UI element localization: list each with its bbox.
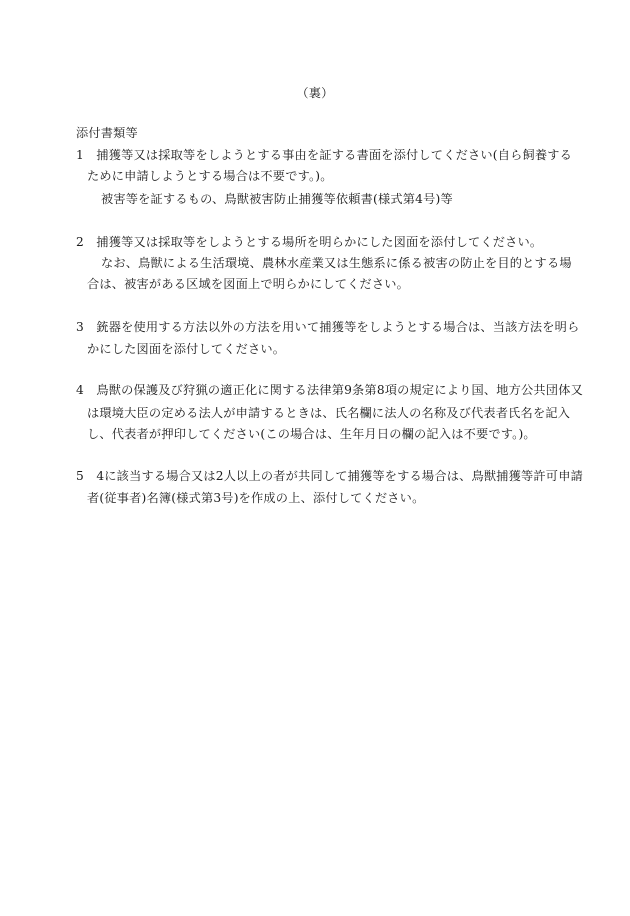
item-2-line-2: なお、鳥獣による生活環境、農林水産業又は生態系に係る被害の防止を目的とする場	[101, 256, 572, 270]
section-title: 添付書類等	[76, 126, 138, 140]
item-5-line-2: 者(従事者)名簿(様式第3号)を作成の上、添付してください。	[87, 491, 425, 505]
item-3-line-1: 3 銃器を使用する方法以外の方法を用いて捕獲等をしようとする場合は、当該方法を明ら	[76, 320, 580, 334]
item-3-line-2: かにした図面を添付してください。	[87, 342, 286, 356]
item-1-line-3: 被害等を証するもの、鳥獣被害防止捕獲等依頼書(様式第4号)等	[101, 192, 453, 206]
item-2-line-3: 合は、被害がある区域を図面上で明らかにしてください。	[87, 277, 410, 291]
item-1-line-1: 1 捕獲等又は採取等をしようとする事由を証する書面を添付してください(自ら飼養する	[76, 148, 573, 162]
item-4-line-2: は環境大臣の定める法人が申請するときは、氏名欄に法人の名称及び代表者氏名を記入	[87, 406, 571, 420]
item-4-line-1: 4 鳥獣の保護及び狩猟の適正化に関する法律第9条第8項の規定により国、地方公共団体又	[76, 383, 583, 397]
item-5-line-1: 5 4に該当する場合又は2人以上の者が共同して捕獲等をする場合は、鳥獣捕獲等許可申請	[76, 469, 583, 483]
page-heading: （裏）	[296, 86, 334, 100]
item-4-line-3: し、代表者が押印してください(この場合は、生年月日の欄の記入は不要です。)。	[87, 427, 536, 441]
item-1-line-2: ために申請しようとする場合は不要です。)。	[87, 169, 333, 183]
item-2-line-1: 2 捕獲等又は採取等をしようとする場所を明らかにした図面を添付してください。	[76, 235, 543, 249]
